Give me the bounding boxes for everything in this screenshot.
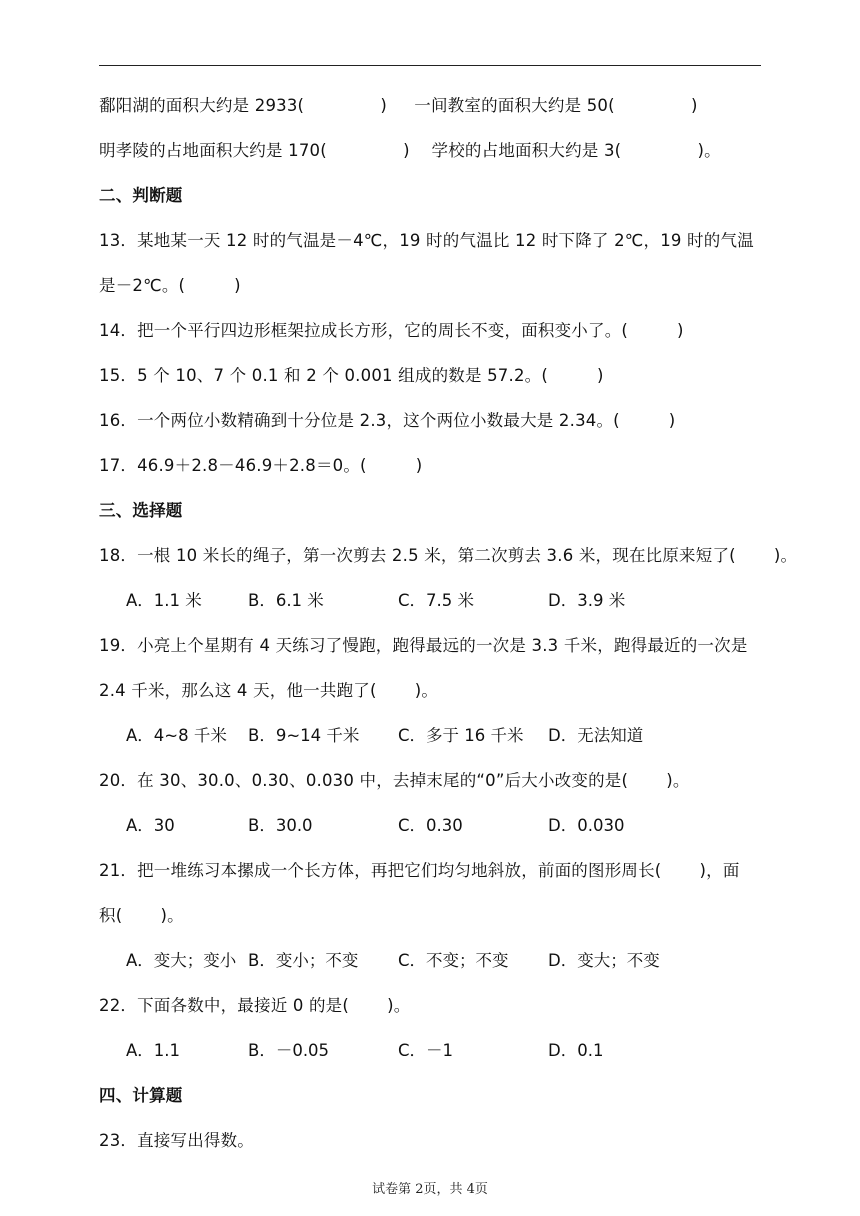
option-d: D．3.9 米 — [548, 591, 626, 610]
option-d: D．无法知道 — [548, 726, 644, 745]
page-footer: 试卷第 2页，共 4页 — [372, 1182, 488, 1197]
option-c: C．－1 — [398, 1041, 454, 1060]
question-13-line-2: 是－2℃。( ) — [99, 276, 241, 295]
fill-blank-line-2: 明孝陵的占地面积大约是 170( ) 学校的占地面积大约是 3( )。 — [99, 141, 721, 160]
question-22: 22．下面各数中，最接近 0 的是( )。 — [99, 996, 411, 1015]
option-a: A．30 — [126, 816, 175, 835]
option-c: C．多于 16 千米 — [398, 726, 524, 745]
question-21-line-2: 积( )。 — [99, 906, 184, 925]
header-rule — [99, 65, 761, 66]
question-19-line-1: 19．小亮上个星期有 4 天练习了慢跑，跑得最远的一次是 3.3 千米，跑得最近的一次是 — [99, 636, 748, 655]
option-b: B．变小；不变 — [248, 951, 359, 970]
option-b: B．9~14 千米 — [248, 726, 360, 745]
option-a: A．1.1 米 — [126, 591, 202, 610]
question-19-line-2: 2.4 千米，那么这 4 天，他一共跑了( )。 — [99, 681, 439, 700]
question-14: 14．把一个平行四边形框架拉成长方形，它的周长不变，面积变小了。( ) — [99, 321, 684, 340]
option-a: A．1.1 — [126, 1041, 181, 1060]
option-d: D．0.1 — [548, 1041, 604, 1060]
question-16: 16．一个两位小数精确到十分位是 2.3，这个两位小数最大是 2.34。( ) — [99, 411, 676, 430]
option-b: B．－0.05 — [248, 1041, 330, 1060]
option-d: D．变大；不变 — [548, 951, 660, 970]
section-heading-calculation: 四、计算题 — [99, 1086, 183, 1105]
fill-blank-line-1: 鄱阳湖的面积大约是 2933( ) 一间教室的面积大约是 50( ) — [99, 96, 698, 115]
question-13-line-1: 13．某地某一天 12 时的气温是－4℃，19 时的气温比 12 时下降了 2℃，19 时的气温 — [99, 231, 754, 250]
question-23: 23．直接写出得数。 — [99, 1131, 254, 1150]
option-b: B．30.0 — [248, 816, 313, 835]
option-a: A．变大；变小 — [126, 951, 237, 970]
question-17: 17．46.9＋2.8－46.9＋2.8＝0。( ) — [99, 456, 423, 475]
question-20: 20．在 30、30.0、0.30、0.030 中，去掉末尾的“0”后大小改变的是( )。 — [99, 771, 690, 790]
option-c: C．0.30 — [398, 816, 463, 835]
question-15: 15．5 个 10、7 个 0.1 和 2 个 0.001 组成的数是 57.2。( ) — [99, 366, 604, 385]
option-c: C．7.5 米 — [398, 591, 475, 610]
question-18: 18．一根 10 米长的绳子，第一次剪去 2.5 米，第二次剪去 3.6 米，现在比原来短了( )。 — [99, 546, 798, 565]
question-21-line-1: 21．把一堆练习本摞成一个长方体，再把它们均匀地斜放，前面的图形周长( )，面 — [99, 861, 740, 880]
section-heading-judgement: 二、判断题 — [99, 186, 183, 205]
option-c: C．不变；不变 — [398, 951, 509, 970]
option-b: B．6.1 米 — [248, 591, 324, 610]
option-d: D．0.030 — [548, 816, 625, 835]
section-heading-choice: 三、选择题 — [99, 501, 183, 520]
option-a: A．4~8 千米 — [126, 726, 227, 745]
